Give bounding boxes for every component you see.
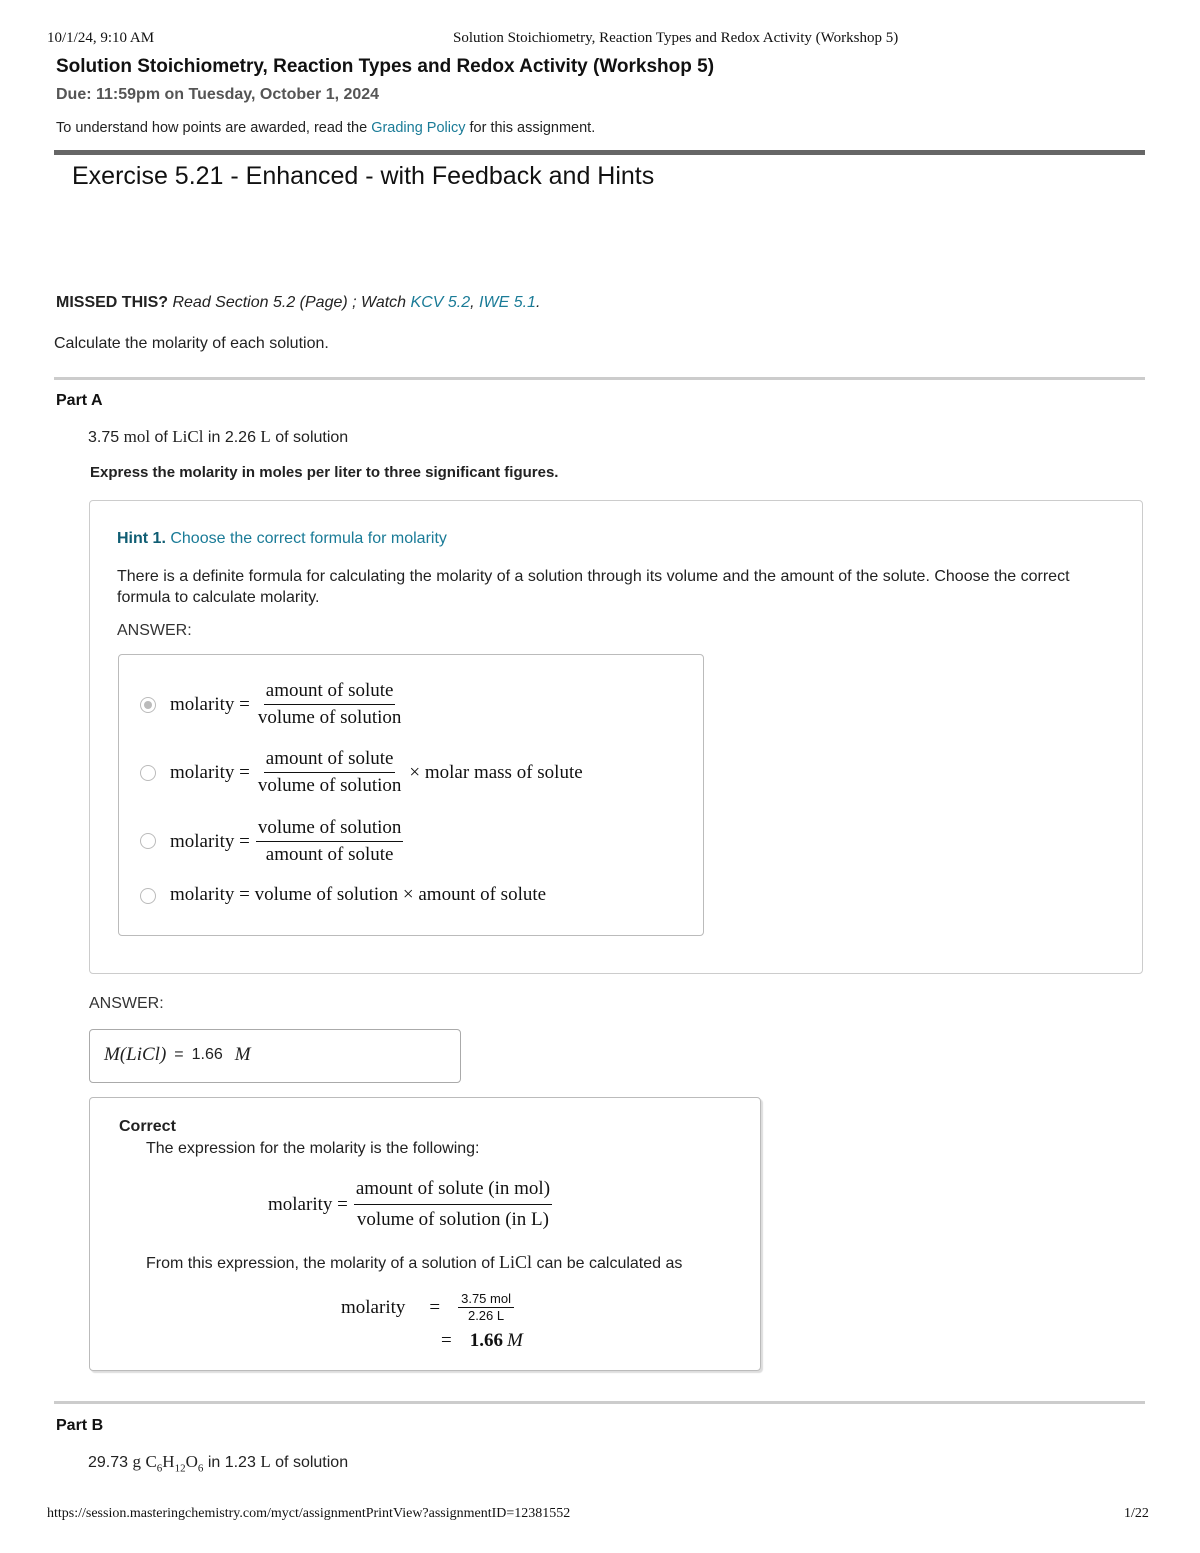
- choice-2-numerator: amount of solute: [264, 748, 396, 773]
- choice-2-fraction: [256, 748, 404, 797]
- formula-h: H: [162, 1452, 175, 1471]
- answer-value: 1.66: [191, 1046, 223, 1063]
- feedback-line-2-post: can be calculated as: [536, 1255, 683, 1272]
- choice-1-numerator: amount of solute: [264, 680, 396, 705]
- feedback-panel: [89, 1097, 761, 1371]
- choice-1-radio[interactable]: [140, 697, 156, 713]
- formula-c: C: [145, 1452, 157, 1471]
- choice-1-fraction: [256, 680, 404, 729]
- part-b-unit-g: g: [132, 1452, 141, 1471]
- feedback-calc-row-1: [341, 1292, 520, 1323]
- choice-3-lhs: molarity =: [170, 830, 250, 852]
- due-date: Due: 11:59pm on Tuesday, October 1, 2024: [56, 86, 380, 103]
- feedback-formula-denominator: volume of solution (in L): [356, 1209, 549, 1230]
- answer-eq: =: [174, 1046, 184, 1063]
- feedback-calc-eq: =: [429, 1296, 441, 1318]
- feedback-calc-fraction: [458, 1292, 514, 1323]
- missed-label: MISSED THIS?: [56, 294, 169, 311]
- choice-3-denominator: amount of solute: [265, 844, 394, 865]
- choice-4-lhs: molarity = volume of solution × amount of solute: [170, 884, 547, 905]
- part-b-problem: [88, 1452, 348, 1474]
- answer-unit: M: [234, 1044, 251, 1065]
- choice-1-formula[interactable]: [170, 680, 409, 729]
- choice-3-radio[interactable]: [140, 833, 156, 849]
- choice-2-denominator: volume of solution: [257, 775, 402, 796]
- feedback-formula-fraction: [354, 1176, 552, 1233]
- feedback-line-2-pre: From this expression, the molarity of a solution of: [146, 1255, 495, 1272]
- header-divider: [54, 150, 1145, 155]
- part-a-divider: [54, 377, 1145, 380]
- part-a-unit-L: L: [260, 427, 271, 446]
- grading-policy-link[interactable]: Grading Policy: [371, 120, 466, 136]
- part-b-tail: of solution: [275, 1454, 349, 1471]
- answer-label: ANSWER:: [89, 995, 164, 1012]
- choice-2-radio[interactable]: [140, 765, 156, 781]
- missed-end: .: [535, 294, 541, 311]
- print-url: https://session.masteringchemistry.com/myct/assignmentPrintView?assignmentID=12381552: [47, 1506, 571, 1521]
- print-doc-title: Solution Stoichiometry, Reaction Types and Redox Activity (Workshop 5): [453, 30, 899, 46]
- print-datetime: 10/1/24, 9:10 AM: [47, 30, 155, 46]
- hint-answer-label: ANSWER:: [117, 622, 192, 639]
- choice-1-denominator: volume of solution: [257, 707, 402, 728]
- feedback-calc-unit: M: [506, 1330, 523, 1351]
- choice-4-radio[interactable]: [140, 888, 156, 904]
- formula-h-count: 12: [174, 1462, 186, 1475]
- choice-1-lhs: molarity =: [170, 693, 250, 715]
- hint-title-text: Choose the correct formula for molarity: [170, 530, 447, 547]
- choice-2-suffix: × molar mass of solute: [409, 761, 583, 783]
- part-b-amount: 29.73: [88, 1454, 129, 1471]
- missed-sep: ,: [470, 294, 475, 311]
- feedback-calc-row-2: [441, 1330, 523, 1352]
- formula-o: O: [185, 1452, 198, 1471]
- feedback-formula-numerator: amount of solute (in mol): [354, 1176, 552, 1205]
- policy-text-pre: To understand how points are awarded, read the: [56, 120, 368, 136]
- part-a-compound: LiCl: [172, 427, 204, 446]
- feedback-line-2: [146, 1252, 682, 1273]
- answer-lhs: M(LiCl): [104, 1044, 167, 1065]
- part-b-unit-L: L: [260, 1452, 271, 1471]
- part-a-problem: [88, 427, 348, 447]
- policy-text-post: for this assignment.: [469, 120, 596, 136]
- hint-text: There is a definite formula for calculating the molarity of a solution through its volume and the amount of the solute. Choose the correct formula to calculate molarity.: [117, 568, 1070, 606]
- choice-3-formula[interactable]: [170, 817, 409, 866]
- part-a-tail: of solution: [275, 429, 349, 446]
- feedback-formula-lhs: molarity =: [268, 1193, 348, 1215]
- hint-number: Hint 1.: [117, 530, 166, 547]
- grading-policy-note: [56, 120, 595, 136]
- part-a-in: in 2.26: [207, 429, 256, 446]
- choice-4-formula[interactable]: [170, 884, 546, 906]
- answer-content: [104, 1044, 251, 1066]
- hint-title[interactable]: [117, 530, 447, 548]
- exercise-intro: Calculate the molarity of each solution.: [54, 335, 329, 352]
- iwe-link[interactable]: IWE 5.1: [479, 294, 536, 311]
- feedback-line-2-compound: LiCl: [499, 1252, 533, 1272]
- part-a-unit-mol: mol: [123, 427, 151, 446]
- kcv-link[interactable]: KCV 5.2: [410, 294, 471, 311]
- choice-2-lhs: molarity =: [170, 761, 250, 783]
- formula-o-count: 6: [197, 1462, 204, 1475]
- part-b-label: Part B: [56, 1417, 104, 1434]
- missed-this-line: [56, 294, 540, 312]
- part-b-formula: [145, 1452, 204, 1475]
- part-a-of: of: [154, 429, 168, 446]
- choice-3-fraction: [256, 817, 404, 866]
- part-a-instruction: Express the molarity in moles per liter to three significant figures.: [90, 464, 559, 481]
- exercise-title: Exercise 5.21 - Enhanced - with Feedback and Hints: [72, 162, 655, 190]
- part-b-in: in 1.23: [207, 1454, 256, 1471]
- part-a-label: Part A: [56, 392, 103, 409]
- feedback-line-1: The expression for the molarity is the following:: [146, 1140, 480, 1157]
- feedback-formula: [268, 1176, 558, 1233]
- formula-c-count: 6: [156, 1462, 163, 1475]
- feedback-calc-numerator: 3.75 mol: [458, 1292, 514, 1308]
- feedback-calc-eq-2: =: [441, 1330, 452, 1351]
- choice-3-numerator: volume of solution: [256, 817, 404, 842]
- part-b-divider: [54, 1401, 1145, 1404]
- feedback-calc-lhs: molarity: [341, 1296, 406, 1318]
- print-page-number: 1/22: [1124, 1506, 1149, 1521]
- feedback-calc-result: 1.66: [469, 1330, 503, 1351]
- part-a-amount: 3.75: [88, 429, 120, 446]
- feedback-status: Correct: [119, 1118, 176, 1135]
- missed-read: Read Section 5.2 (Page) ; Watch: [172, 294, 407, 311]
- assignment-title: Solution Stoichiometry, Reaction Types and Redox Activity (Workshop 5): [56, 56, 715, 77]
- choice-2-formula[interactable]: [170, 748, 583, 797]
- feedback-calc-denominator: 2.26 L: [467, 1308, 505, 1323]
